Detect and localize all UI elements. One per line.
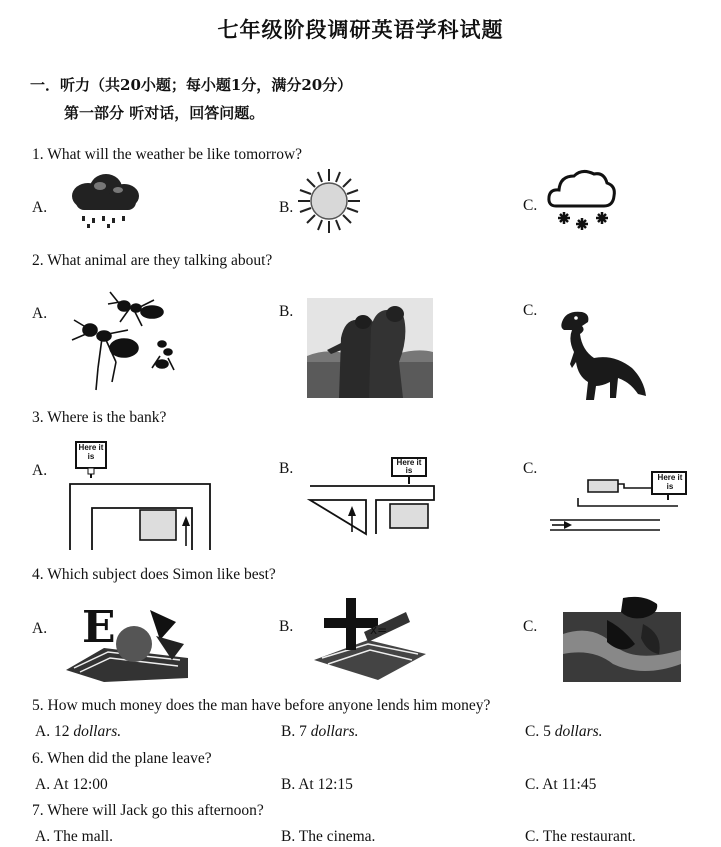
- ants-picture: [68, 286, 184, 394]
- q3-option-a-label: A.: [32, 462, 48, 479]
- q3-option-c-label: C.: [523, 460, 538, 477]
- question-3: 3. Where is the bank?: [32, 409, 167, 426]
- question-4: 4. Which subject does Simon like best?: [32, 566, 276, 583]
- english-picture: [64, 600, 190, 684]
- q6-option-c: C. At 11:45: [525, 776, 597, 793]
- art-picture: [563, 594, 681, 682]
- q5-option-b-unit: dollars.: [310, 723, 359, 740]
- q1-option-c-label: C.: [523, 197, 538, 214]
- part-heading: 第一部分 听对话，回答问题。: [64, 104, 265, 122]
- bears-picture: [307, 298, 433, 398]
- dinosaur-picture: [552, 306, 648, 402]
- q6-option-a: A. At 12:00: [35, 776, 108, 793]
- q1-option-a-label: A.: [32, 199, 48, 216]
- svg-text:x=: x=: [370, 623, 388, 637]
- q7-option-c: C. The restaurant.: [525, 828, 636, 845]
- q4-option-a-label: A.: [32, 620, 48, 637]
- rain-cloud-icon: [66, 172, 144, 230]
- svg-text:E: E: [82, 602, 116, 653]
- q1-option-b-label: B.: [279, 199, 294, 216]
- q5-option-c-unit: dollars.: [554, 723, 603, 740]
- q7-option-b: B. The cinema.: [281, 828, 376, 845]
- q2-option-b-label: B.: [279, 303, 294, 320]
- sign-text-a: Here it is: [78, 443, 104, 461]
- sign-text-b: Here it is: [396, 458, 422, 475]
- math-picture: [308, 596, 430, 682]
- section-heading: 一．听力（共20小题；每小题1分，满分20分）: [30, 76, 353, 94]
- question-6: 6. When did the plane leave?: [32, 750, 212, 767]
- sun-icon: [296, 167, 362, 235]
- q3-option-b-label: B.: [279, 460, 294, 477]
- q5-option-b: B. 7 dollars.: [281, 723, 359, 740]
- sign-text-c: Here it is: [657, 473, 683, 491]
- q2-option-c-label: C.: [523, 302, 538, 319]
- question-1: 1. What will the weather be like tomorrow?: [32, 146, 303, 163]
- q2-option-a-label: A.: [32, 305, 48, 322]
- page-title: 七年级阶段调研英语学科试题: [217, 17, 504, 42]
- q5-option-a: A. 12 dollars.: [35, 723, 122, 740]
- snow-cloud-icon: [546, 166, 618, 234]
- q5-option-a-unit: dollars.: [73, 723, 122, 740]
- q6-option-b: B. At 12:15: [281, 776, 353, 793]
- q5-option-c: C. 5 dollars.: [525, 723, 603, 740]
- question-5: 5. How much money does the man have before anyone lends him money?: [32, 697, 491, 714]
- q4-option-c-label: C.: [523, 618, 538, 635]
- q4-option-b-label: B.: [279, 618, 294, 635]
- question-7: 7. Where will Jack go this afternoon?: [32, 802, 264, 819]
- q7-option-a: A. The mall.: [35, 828, 114, 845]
- question-2: 2. What animal are they talking about?: [32, 252, 273, 269]
